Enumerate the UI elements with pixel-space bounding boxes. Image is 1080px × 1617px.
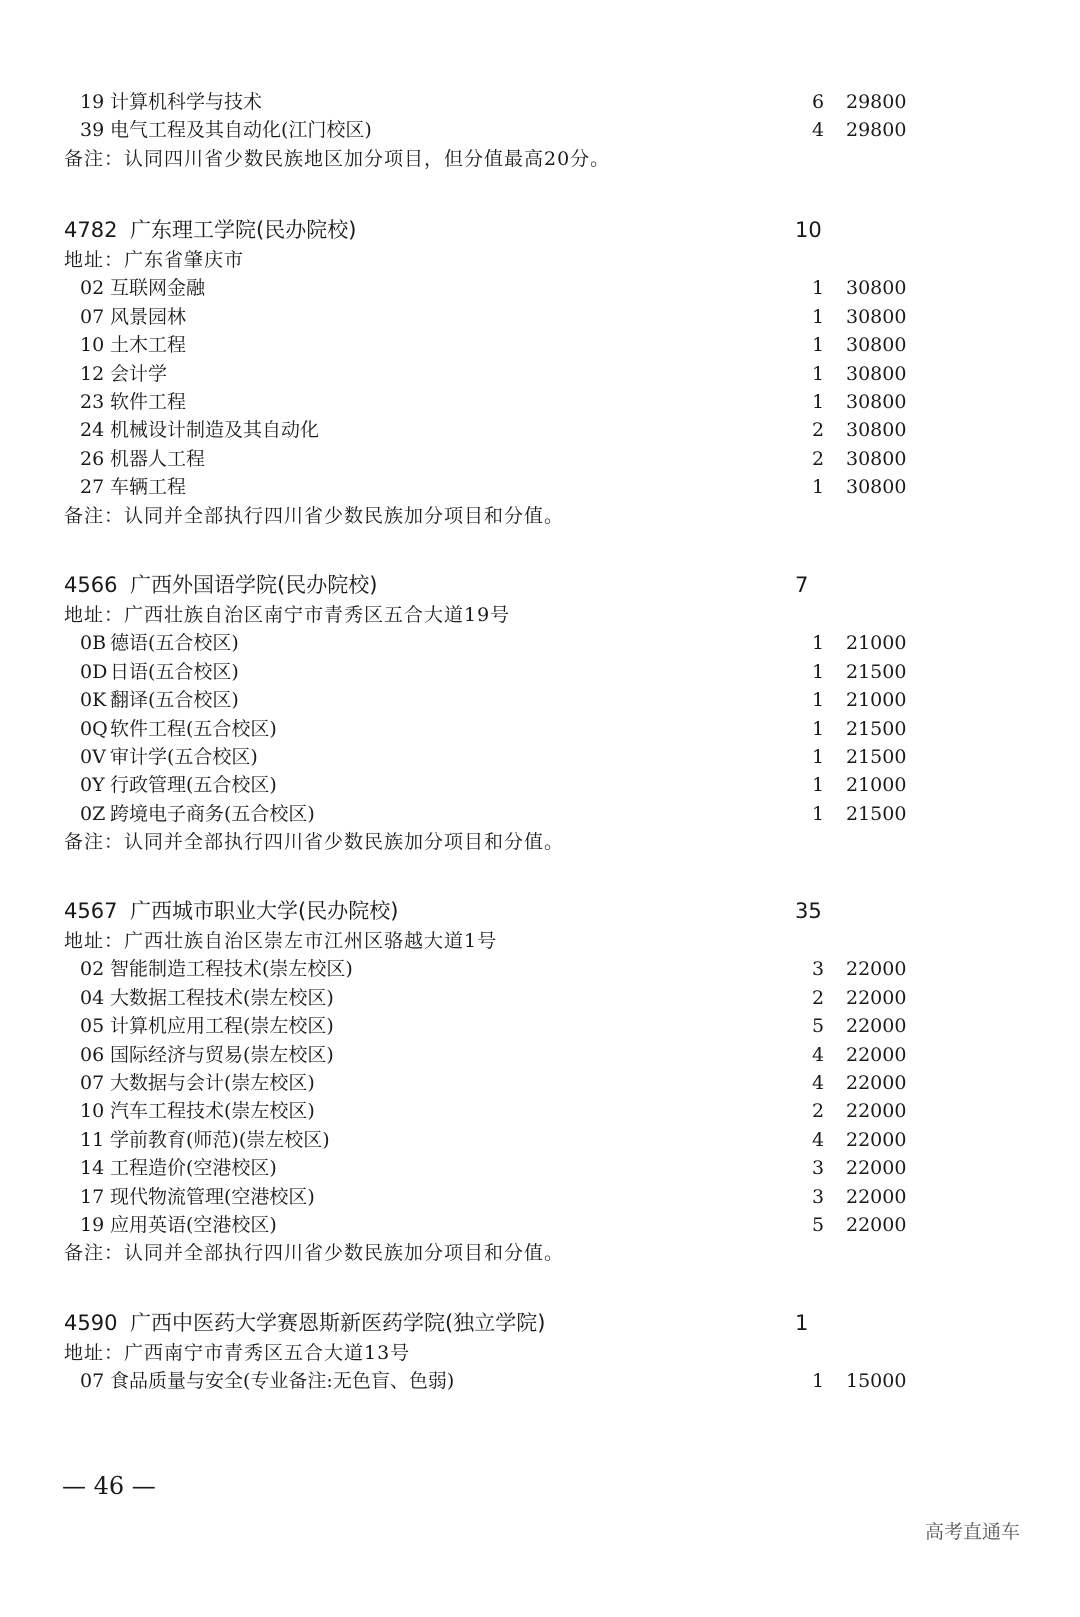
major-fee: 30800 — [846, 334, 907, 357]
major-row — [0, 771, 1080, 799]
major-fee: 30800 — [846, 362, 907, 385]
major-row — [0, 473, 1080, 501]
major-name: 计算机科学与技术 — [110, 91, 263, 113]
major-fee: 21000 — [846, 774, 907, 797]
major-fee: 21500 — [846, 802, 907, 825]
page-number: — 46 — — [62, 1472, 156, 1500]
major-fee: 22000 — [846, 1128, 907, 1151]
major-name: 软件工程(五合校区) — [110, 717, 277, 740]
school-name: 广西中医药大学赛恩斯新医药学院(独立学院) — [130, 1311, 546, 1335]
major-name: 食品质量与安全(专业备注:无色盲、色弱) — [110, 1370, 455, 1393]
major-count: 6 — [811, 91, 825, 113]
major-code: 14 — [80, 1157, 105, 1180]
major-fee: 22000 — [846, 1015, 907, 1038]
major-count: 2 — [811, 419, 825, 442]
major-row — [0, 1154, 1080, 1182]
school-heading — [0, 895, 1080, 927]
school-name: 广西城市职业大学(民办院校) — [130, 899, 399, 923]
major-row — [0, 1012, 1080, 1040]
major-code: 0Y — [80, 774, 105, 797]
major-code: 19 — [80, 1213, 105, 1236]
major-count: 1 — [811, 802, 825, 825]
major-row — [0, 658, 1080, 686]
major-fee: 22000 — [846, 986, 907, 1009]
major-row — [0, 116, 1080, 144]
major-fee: 15000 — [846, 1370, 907, 1393]
note-text: 备注：认同并全部执行四川省少数民族加分项目和分值。 — [64, 831, 565, 854]
major-count: 1 — [811, 390, 825, 413]
major-code: 11 — [80, 1128, 105, 1151]
major-name: 电气工程及其自动化(江门校区) — [110, 119, 372, 142]
note-row — [0, 828, 1080, 856]
major-fee: 30800 — [846, 277, 907, 300]
major-fee: 29800 — [846, 119, 907, 142]
major-name: 大数据与会计(崇左校区) — [110, 1071, 315, 1094]
major-fee: 30800 — [846, 390, 907, 413]
major-fee: 21500 — [846, 660, 907, 683]
major-count: 5 — [811, 1015, 825, 1038]
major-code: 10 — [80, 334, 105, 357]
major-name: 汽车工程技术(崇左校区) — [110, 1100, 315, 1123]
major-name: 机器人工程 — [110, 447, 206, 470]
major-count: 5 — [811, 1213, 825, 1236]
major-name: 计算机应用工程(崇左校区) — [110, 1015, 334, 1038]
major-row — [0, 715, 1080, 743]
major-code: 06 — [80, 1043, 105, 1066]
major-count: 1 — [811, 745, 825, 768]
major-code: 27 — [80, 476, 105, 499]
major-fee: 30800 — [846, 419, 907, 442]
major-code: 05 — [80, 1015, 105, 1038]
major-fee: 21500 — [846, 717, 907, 740]
major-fee: 29800 — [846, 91, 907, 113]
major-row — [0, 1097, 1080, 1125]
major-count: 3 — [811, 958, 825, 981]
major-row — [0, 416, 1080, 444]
carryover-section — [0, 88, 1080, 173]
major-row — [0, 984, 1080, 1012]
major-code: 07 — [80, 1370, 105, 1393]
major-count: 3 — [811, 1157, 825, 1180]
major-count: 3 — [811, 1185, 825, 1208]
major-count: 4 — [811, 1128, 825, 1151]
major-code: 0Q — [80, 717, 108, 740]
major-row — [0, 331, 1080, 359]
major-row — [0, 388, 1080, 416]
address-row — [0, 246, 1080, 274]
major-count: 1 — [811, 632, 825, 655]
major-code: 07 — [80, 305, 105, 328]
major-code: 02 — [80, 277, 105, 300]
address-row — [0, 927, 1080, 955]
watermark: 高考直通车 — [924, 1521, 1020, 1543]
school-code: 4782 — [64, 218, 118, 242]
major-count: 1 — [811, 476, 825, 499]
major-count: 2 — [811, 447, 825, 470]
school-heading — [0, 1307, 1080, 1339]
major-fee: 22000 — [846, 1157, 907, 1180]
school-code: 4566 — [64, 573, 118, 597]
school-section — [0, 1307, 1080, 1396]
major-row — [0, 1367, 1080, 1395]
major-name: 现代物流管理(空港校区) — [110, 1185, 315, 1208]
major-code: 02 — [80, 958, 105, 981]
note-row — [0, 502, 1080, 530]
major-code: 04 — [80, 986, 105, 1009]
school-name: 广东理工学院(民办院校) — [130, 218, 357, 242]
school-heading — [0, 569, 1080, 601]
school-address: 地址：广东省肇庆市 — [64, 249, 245, 271]
major-code: 26 — [80, 447, 105, 470]
major-name: 机械设计制造及其自动化 — [110, 419, 320, 442]
major-fee: 21000 — [846, 632, 907, 655]
school-section — [0, 895, 1080, 1268]
major-name: 大数据工程技术(崇左校区) — [110, 986, 334, 1009]
major-fee: 21000 — [846, 689, 907, 712]
school-total: 10 — [795, 218, 822, 242]
major-count: 1 — [811, 277, 825, 300]
major-fee: 30800 — [846, 476, 907, 499]
major-row — [0, 1183, 1080, 1211]
school-section — [0, 214, 1080, 530]
major-fee: 21500 — [846, 745, 907, 768]
major-code: 39 — [80, 119, 105, 142]
major-name: 行政管理(五合校区) — [110, 774, 277, 797]
major-row — [0, 686, 1080, 714]
major-fee: 22000 — [846, 1071, 907, 1094]
major-count: 1 — [811, 1370, 825, 1393]
major-count: 1 — [811, 717, 825, 740]
school-address: 地址：广西壮族自治区崇左市江州区骆越大道1号 — [64, 930, 498, 952]
major-count: 1 — [811, 362, 825, 385]
school-heading — [0, 214, 1080, 246]
major-name: 翻译(五合校区) — [110, 689, 239, 712]
major-name: 德语(五合校区) — [110, 632, 239, 655]
major-row — [0, 360, 1080, 388]
note-row — [0, 1239, 1080, 1267]
major-row — [0, 1069, 1080, 1097]
school-total: 7 — [795, 573, 809, 597]
major-name: 工程造价(空港校区) — [110, 1157, 277, 1180]
major-row — [0, 1211, 1080, 1239]
major-name: 应用英语(空港校区) — [110, 1213, 277, 1236]
major-code: 12 — [80, 362, 105, 385]
major-count: 1 — [811, 334, 825, 357]
major-code: 24 — [80, 419, 105, 442]
major-name: 车辆工程 — [110, 476, 187, 499]
major-row — [0, 445, 1080, 473]
school-name: 广西外国语学院(民办院校) — [130, 573, 378, 597]
major-fee: 22000 — [846, 958, 907, 981]
school-code: 4567 — [64, 899, 118, 923]
major-code: 10 — [80, 1100, 105, 1123]
major-name: 会计学 — [110, 362, 168, 385]
major-fee: 22000 — [846, 1100, 907, 1123]
major-row — [0, 743, 1080, 771]
major-count: 1 — [811, 774, 825, 797]
note-text: 备注：认同并全部执行四川省少数民族加分项目和分值。 — [64, 504, 565, 527]
major-row — [0, 1126, 1080, 1154]
address-row — [0, 601, 1080, 629]
school-code: 4590 — [64, 1311, 118, 1335]
major-fee: 30800 — [846, 447, 907, 470]
major-code: 0B — [80, 632, 107, 655]
major-name: 土木工程 — [110, 334, 187, 357]
major-count: 2 — [811, 986, 825, 1009]
major-fee: 22000 — [846, 1043, 907, 1066]
major-name: 软件工程 — [110, 390, 187, 413]
major-code: 0V — [80, 745, 106, 768]
major-count: 4 — [811, 1071, 825, 1094]
major-name: 审计学(五合校区) — [110, 745, 258, 768]
major-code: 23 — [80, 390, 105, 413]
major-name: 互联网金融 — [110, 277, 206, 300]
major-code: 0K — [80, 689, 107, 712]
major-row — [0, 800, 1080, 828]
major-count: 1 — [811, 305, 825, 328]
major-count: 4 — [811, 119, 825, 142]
school-address: 地址：广西南宁市青秀区五合大道13号 — [64, 1342, 411, 1364]
major-name: 学前教育(师范)(崇左校区) — [110, 1128, 330, 1151]
major-name: 国际经济与贸易(崇左校区) — [110, 1043, 334, 1066]
major-name: 智能制造工程技术(崇左校区) — [110, 958, 353, 981]
major-row — [0, 955, 1080, 983]
major-count: 1 — [811, 660, 825, 683]
major-row — [0, 274, 1080, 302]
school-section — [0, 569, 1080, 857]
major-fee: 22000 — [846, 1185, 907, 1208]
school-total: 35 — [795, 899, 822, 923]
note-text: 备注：认同四川省少数民族地区加分项目，但分值最高20分。 — [64, 147, 611, 170]
major-fee: 22000 — [846, 1213, 907, 1236]
school-address: 地址：广西壮族自治区南宁市青秀区五合大道19号 — [64, 604, 511, 626]
major-name: 日语(五合校区) — [110, 660, 239, 683]
major-code: 07 — [80, 1071, 105, 1094]
major-code: 0D — [80, 660, 108, 683]
note-text: 备注：认同并全部执行四川省少数民族加分项目和分值。 — [64, 1242, 565, 1265]
note-row — [0, 145, 1080, 173]
major-row — [0, 1041, 1080, 1069]
major-row — [0, 88, 1080, 116]
major-code: 0Z — [80, 802, 106, 825]
address-row — [0, 1339, 1080, 1367]
major-fee: 30800 — [846, 305, 907, 328]
major-name: 跨境电子商务(五合校区) — [110, 802, 315, 825]
major-count: 4 — [811, 1043, 825, 1066]
major-row — [0, 303, 1080, 331]
major-row — [0, 629, 1080, 657]
major-count: 2 — [811, 1100, 825, 1123]
major-name: 风景园林 — [110, 305, 187, 328]
major-code: 19 — [80, 91, 105, 113]
major-code: 17 — [80, 1185, 105, 1208]
school-total: 1 — [795, 1311, 809, 1335]
major-count: 1 — [811, 689, 825, 712]
